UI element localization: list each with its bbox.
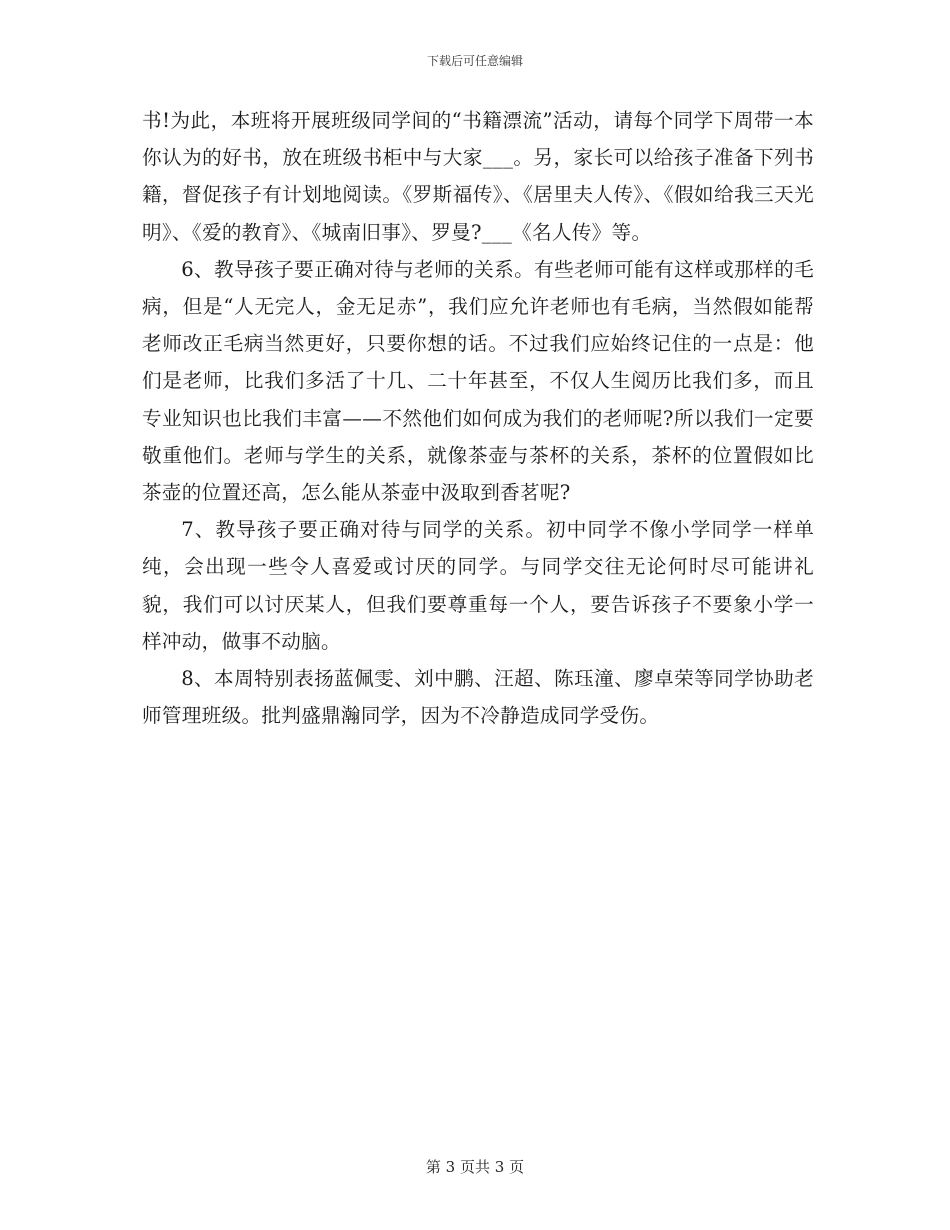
paragraph-book-drift: 书!为此，本班将开展班级同学间的“书籍漂流”活动，请每个同学下周带一本你认为的好书，放在班级书柜中与大家___。另，家长可以给孩子准备下列书籍，督促孩子有计划地阅读。《罗斯福传》、《居里夫人传》、《假如给我三天光明》、《爱的教育》、《城南旧事》、罗曼?___《名人传》等。: [142, 109, 814, 244]
page-header: 下载后可任意编辑: [426, 54, 523, 68]
document-body: [142, 102, 814, 734]
paragraph-item-6: 6、教导孩子要正确对待与老师的关系。有些老师可能有这样或那样的毛病，但是“人无完人，金无足赤”，我们应允许老师也有毛病，当然假如能帮老师改正毛病当然更好，只要你想的话。不过我们应始终记住的一点是：他们是老师，比我们多活了十几、二十年甚至，不仅人生阅历比我们多，而且专业知识也比我们丰富——不然他们如何成为我们的老师呢?所以我们一定要敬重他们。老师与学生的关系，就像茶壶与茶杯的关系，茶杯的位置假如比茶壶的位置还高，怎么能从茶壶中汲取到香茗呢?: [142, 257, 814, 505]
paragraph-item-7: 7、教导孩子要正确对待与同学的关系。初中同学不像小学同学一样单纯，会出现一些令人喜爱或讨厌的同学。与同学交往无论何时尽可能讲礼貌，我们可以讨厌某人，但我们要尊重每一个人，要告诉孩子不要象小学一样冲动，做事不动脑。: [142, 518, 814, 653]
page-footer: 第 3 页共 3 页: [425, 1158, 525, 1176]
paragraph-item-8: 8、本周特别表扬蓝佩雯、刘中鹏、汪超、陈珏潼、廖卓荣等同学协助老师管理班级。批判盛鼎瀚同学，因为不冷静造成同学受伤。: [142, 667, 814, 728]
